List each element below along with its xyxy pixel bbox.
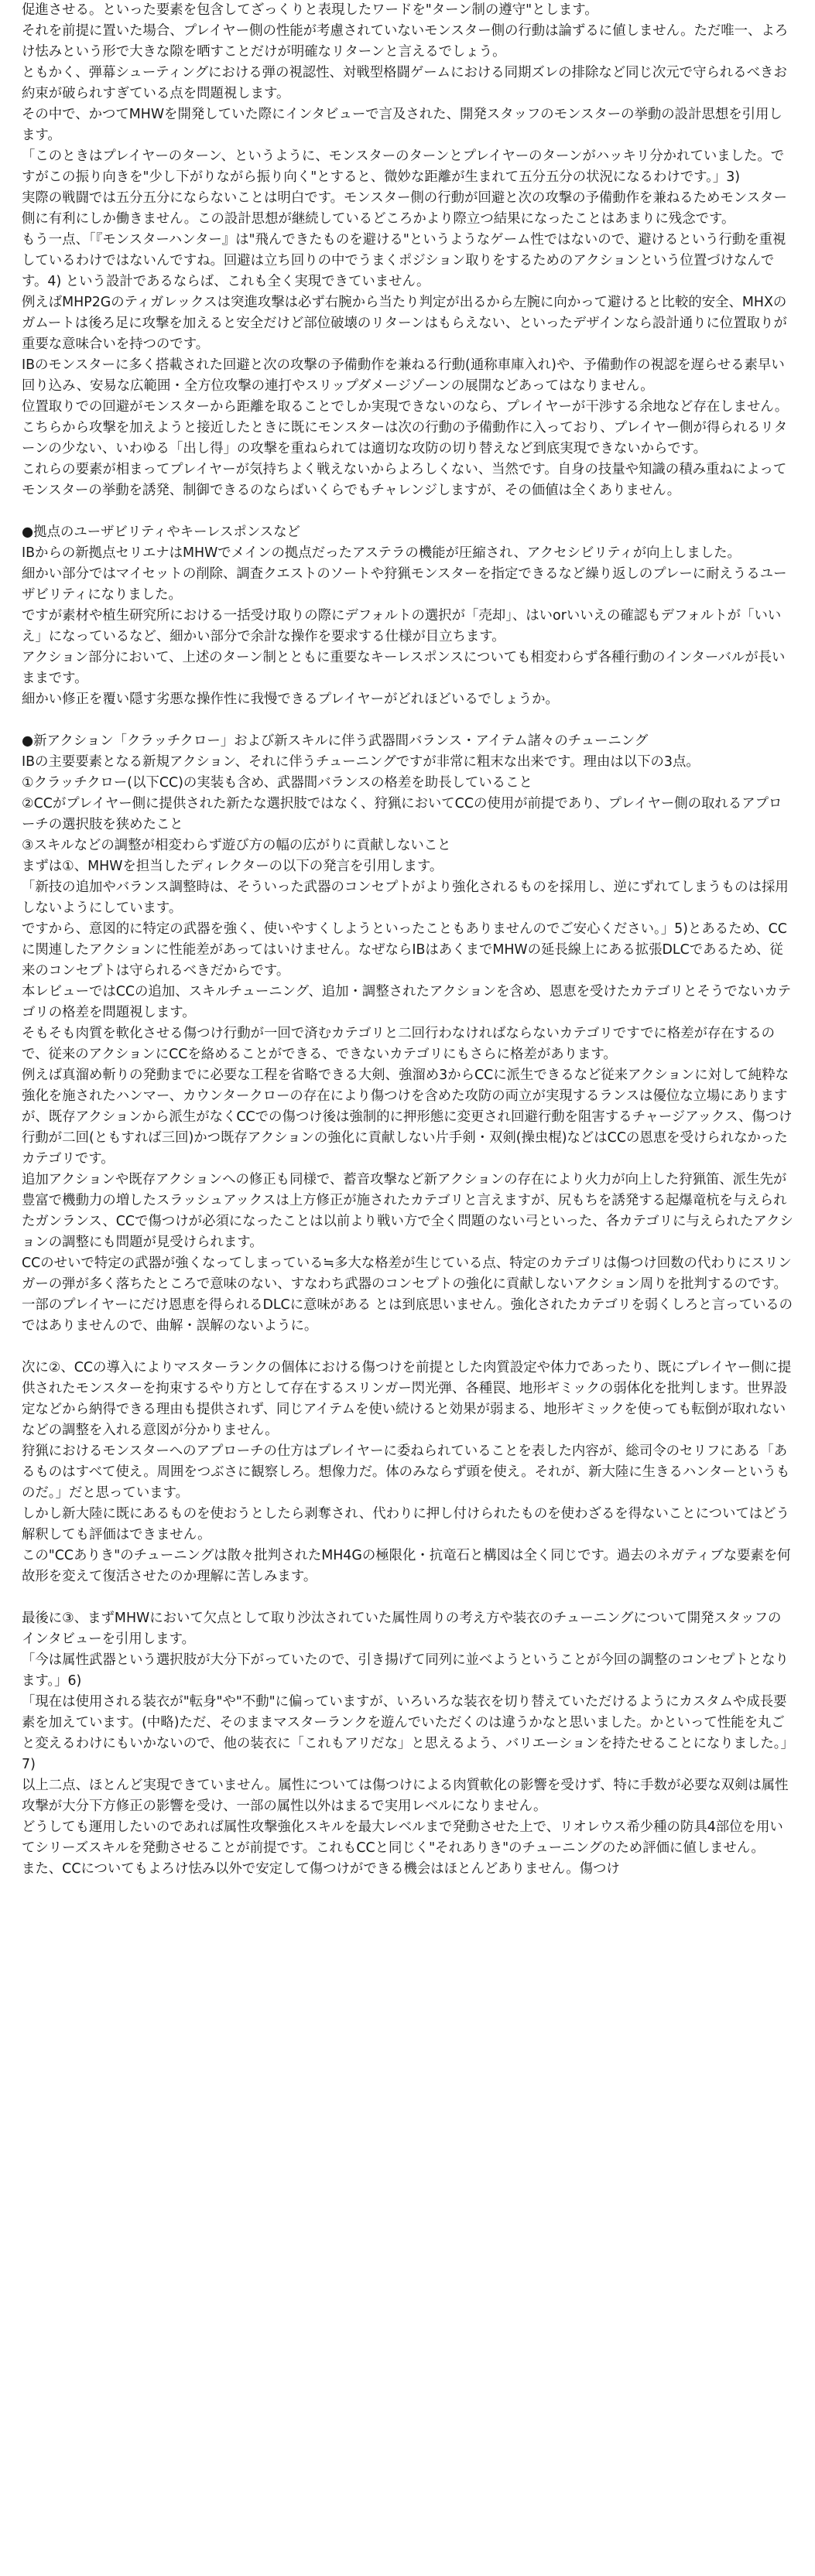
paragraph: ②CCがプレイヤー側に提供された新たな選択肢ではなく、狩猟においてCCの使用が前提であり、プレイヤー側の取れるアプローチの選択肢を狭めたこと [22,796,782,832]
paragraph: それを前提に置いた場合、プレイヤー側の性能が考慮されていないモンスター側の行動は論ずるに値しません。ただ唯一、よろけ怯みという形で大きな隙を晒すことだけが明確なリターンと言えるでしょう。 [22,23,789,60]
paragraph: 例えばMHP2Gのティガレックスは突進攻撃は必ず右腕から当たり判定が出るから左腕に向かって避けると比較的安全、MHXのガムートは後ろ足に攻撃を加えると安全だけど部位破壊のリターンはもらえない、といったデザインなら設計通りに位置取りが重要な意味合いを持つのです。 [22,295,787,352]
paragraph: これらの要素が相まってプレイヤーが気持ちよく戦えないからよろしくない、当然です。自身の技量や知識の積み重ねによってモンスターの挙動を誘発、制御できるのならばいくらでもチャレンジしますが、その価値は全くありません。 [22,462,787,498]
paragraph: もう一点、「『モンスターハンター』は"飛んできたものを避ける"というようなゲーム性ではないので、避けるという行動を重視しているわけではないんですね。回避は立ち回りの中でうまくポジション取りをするためのアクションという位置づけなんです。4) という設計であるならば、これも全く実現できていません。 [22,232,786,289]
paragraph: ですから、意図的に特定の武器を強く、使いやすくしようといったこともありませんのでご安心ください。」5)とあるため、CCに関連したアクションに性能差があってはいけません。なぜならIBはあくまでMHWの延長線上にある拡張DLCであるため、従来のコンセプトは守られるべきだからです。 [22,921,787,979]
paragraph: IBの主要要素となる新規アクション、それに伴うチューニングですが非常に粗末な出来です。理由は以下の3点。 [22,754,700,770]
paragraph: アクション部分において、上述のターン制とともに重要なキーレスポンスについても相変わらず各種行動のインターバルが長いままです。 [22,650,786,686]
paragraph: ③スキルなどの調整が相変わらず遊び方の幅の広がりに貢献しないこと [22,838,451,853]
paragraph: 細かい部分ではマイセットの削除、調査クエストのソートや狩猟モンスターを指定できるなど繰り返しのプレーに耐えうるユーザビリティになりました。 [22,566,787,603]
paragraph: ①クラッチクロー(以下CC)の実装も含め、武器間バランスの格差を助長していること [22,775,532,791]
paragraph: 実際の戦闘では五分五分にならないことは明白です。モンスター側の行動が回避と次の攻撃の予備動作を兼ねるためモンスター側に有利にしか働きません。この設計思想が継続しているどころかより際立つ結果になったことはあまりに残念です。 [22,190,787,227]
paragraph: ですが素材や植生研究所における一括受け取りの際にデフォルトの選択が「売却」、はいorいいえの確認もデフォルトが「いいえ」になっているなど、細かい部分で余計な操作を要求する仕様が目立ちます。 [22,608,782,644]
paragraph: 追加アクションや既存アクションへの修正も同様で、蓄音攻撃など新アクションの存在により火力が向上した狩猟笛、派生先が豊富で機動力の増したスラッシュアックスは上方修正が施されたカテゴリと言えますが、尻もちを誘発する起爆竜杭を与えられたガンランス、CCで傷つけが必須になったことは以前より戦い方で全く問題のない弓といった、各カテゴリに与えられたアクションの調整にも問題が見受けられます。 [22,1172,793,1250]
paragraph: 位置取りでの回避がモンスターから距離を取ることでしか実現できないのなら、プレイヤーが干渉する余地など存在しません。こちらから攻撃を加えようと接近したときに既にモンスターは次の行動の予備動作に入っており、プレイヤー側が得られるリターンの少ない、いわゆる「出し得」の攻撃を重ねられては適切な攻防の切り替えなど到底実現できないからです。 [22,399,789,456]
section-gap [22,501,793,522]
paragraph: また、CCについてもよろけ怯み以外で安定して傷つけができる機会はほとんどありません。傷つけ [22,1861,620,1877]
section-gap [22,1587,793,1608]
paragraph: 一部のプレイヤーにだけ恩恵を得られるDLCに意味がある とは到底思いません。強化されたカテゴリを弱くしろと言っているのではありませんので、曲解・誤解のないように。 [22,1297,793,1334]
paragraph: その中で、かつてMHWを開発していた際にインタビューで言及された、開発スタッフのモンスターの挙動の設計思想を引用します。 [22,107,782,143]
paragraph: 最後に③、まずMHWにおいて欠点として取り沙汰されていた属性周りの考え方や装衣のチューニングについて開発スタッフのインタビューを引用します。 [22,1611,782,1647]
paragraph: CCのせいで特定の武器が強くなってしまっている≒多大な格差が生じている点、特定のカテゴリは傷つけ回数の代わりにスリンガーの弾が多く落ちたところで意味のない、すなわち武器のコンセプトの強化に貢献しないアクション周りを批判するのです。 [22,1256,792,1292]
paragraph: IBのモンスターに多く搭載された回避と次の攻撃の予備動作を兼ねる行動(通称車庫入れ)や、予備動作の視認を遅らせる素早い回り込み、安易な広範囲・全方位攻撃の連打やスリップダメージゾーンの展開などあってはなりません。 [22,357,785,394]
paragraph: どうしても運用したいのであれば属性攻撃強化スキルを最大レベルまで発動させた上で、リオレウス希少種の防具4部位を用いてシリーズスキルを発動させることが前提です。これもCCと同じく"それありき"のチューニングのため評価に値しません。 [22,1819,783,1856]
paragraph: 「新技の追加やバランス調整時は、そういった武器のコンセプトがより強化されるものを採用し、逆にずれてしまうものは採用しないようにしています。 [22,880,789,916]
section-clutch [22,731,793,1337]
paragraph: ともかく、弾幕シューティングにおける弾の視認性、対戦型格闘ゲームにおける同期ズレの排除など同じ次元で守られるべきお約束が破られすぎている点を問題視します。 [22,65,787,101]
section-gap [22,710,793,731]
paragraph: 「今は属性武器という選択肢が大分下がっていたので、引き揚げて同列に並べようということが今回の調整のコンセプトとなります。」6) [22,1652,789,1689]
paragraph: 以上二点、ほとんど実現できていません。属性については傷つけによる肉質軟化の影響を受けず、特に手数が必要な双剣は属性攻撃が大分下方修正の影響を受け、一部の属性以外はまるで実用レベルになりません。 [22,1778,789,1814]
paragraph: 本レビューではCCの追加、スキルチューニング、追加・調整されたアクションを含め、恩恵を受けたカテゴリとそうでないカテゴリの格差を問題視します。 [22,984,792,1020]
paragraph: 次に②、CCの導入によりマスターランクの個体における傷つけを前提とした肉質設定や体力であったり、既にプレイヤー側に提供されたモンスターを拘束するやり方として存在するスリンガー閃光弾、各種罠、地形ギミックの弱体化を批判します。世界設定などから納得できる理由も提供されず、同じアイテムを使い続けると効果が弱まる、地形ギミックを使っても転倒が取れないなどの調整を入れる意図が分かりません。 [22,1360,792,1438]
paragraph: 細かい修正を覆い隠す劣悪な操作性に我慢できるプレイヤーがどれほどいるでしょうか。 [22,692,559,707]
paragraph: この"CCありき"のチューニングは散々批判されたMH4Gの極限化・抗竜石と構図は全く同じです。過去のネガティブな要素を何故形を変えて復活させたのか理解に苦しみます。 [22,1548,791,1584]
paragraph: 狩猟におけるモンスターへのアプローチの仕方はプレイヤーに委ねられていることを表した内容が、総司令のセリフにある「あるものはすべて使え。周囲をつぶさに観察しろ。想像力だ。体のみならず頭を使え。それが、新大陸に生きるハンターというものだ。」だと思っています。 [22,1443,790,1501]
paragraph: 「このときはプレイヤーのターン、というように、モンスターのターンとプレイヤーのターンがハッキリ分かれていました。ですがこの振り向きを"少し下がりながら振り向く"とすると、微妙な距離が生まれて五分五分の状況になるわけです。」3) [22,149,785,185]
paragraph: 促進させる。といった要素を包含してざっくりと表現したワードを"ターン制の遵守"とします。 [22,2,598,18]
section-intro [22,0,793,501]
section-second [22,1358,793,1587]
paragraph: 例えば真溜め斬りの発動までに必要な工程を省略できる大剣、強溜め3からCCに派生できるなど従来アクションに対して純粋な強化を施されたハンマー、カウンタークローの存在により傷つけを含めた攻防の両立が実現するランスは優位な立場にありますが、既存アクションから派生がなくCCでの傷つけ後は強制的に押形態に変更され回避行動を阻害するチャージアックス、傷つけ行動が二回(ともすれば三回)かつ既存アクションの強化に貢献しない片手剣・双剣(操虫棍)などはCCの恩恵を受けられなかったカテゴリです。 [22,1068,793,1167]
section-heading: ●拠点のユーザビリティやキーレスポンスなど [22,524,300,540]
section-gap [22,1337,793,1358]
paragraph: IBからの新拠点セリエナはMHWでメインの拠点だったアステラの機能が圧縮され、アクセシビリティが向上しました。 [22,545,741,561]
section-heading: ●新アクション「クラッチクロー」および新スキルに伴う武器間バランス・アイテム諸々のチューニング [22,733,649,749]
section-third [22,1608,793,1880]
paragraph: そもそも肉質を軟化させる傷つけ行動が一回で済むカテゴリと二回行わなければならないカテゴリですでに格差が存在するので、従来のアクションにCCを絡めることができる、できないカテゴリにもさらに格差があります。 [22,1026,776,1062]
paragraph: 「現在は使用される装衣が"転身"や"不動"に偏っていますが、いろいろな装衣を切り替えていただけるようにカスタムや成長要素を加えています。(中略)ただ、そのままマスターランクを遊んでいただくのは違うかなと思いました。かといって性能を丸ごと変えるわけにもいかないので、他の装衣に「これもアリだな」と思えるよう、バリエーションを持たせることになりました。」7) [22,1694,788,1772]
paragraph: しかし新大陸に既にあるものを使おうとしたら剥奪され、代わりに押し付けられたものを使わざるを得ないことについてはどう解釈しても評価はできません。 [22,1506,789,1543]
section-usability [22,522,793,710]
paragraph: まずは①、MHWを担当したディレクターの以下の発言を引用します。 [22,859,443,874]
